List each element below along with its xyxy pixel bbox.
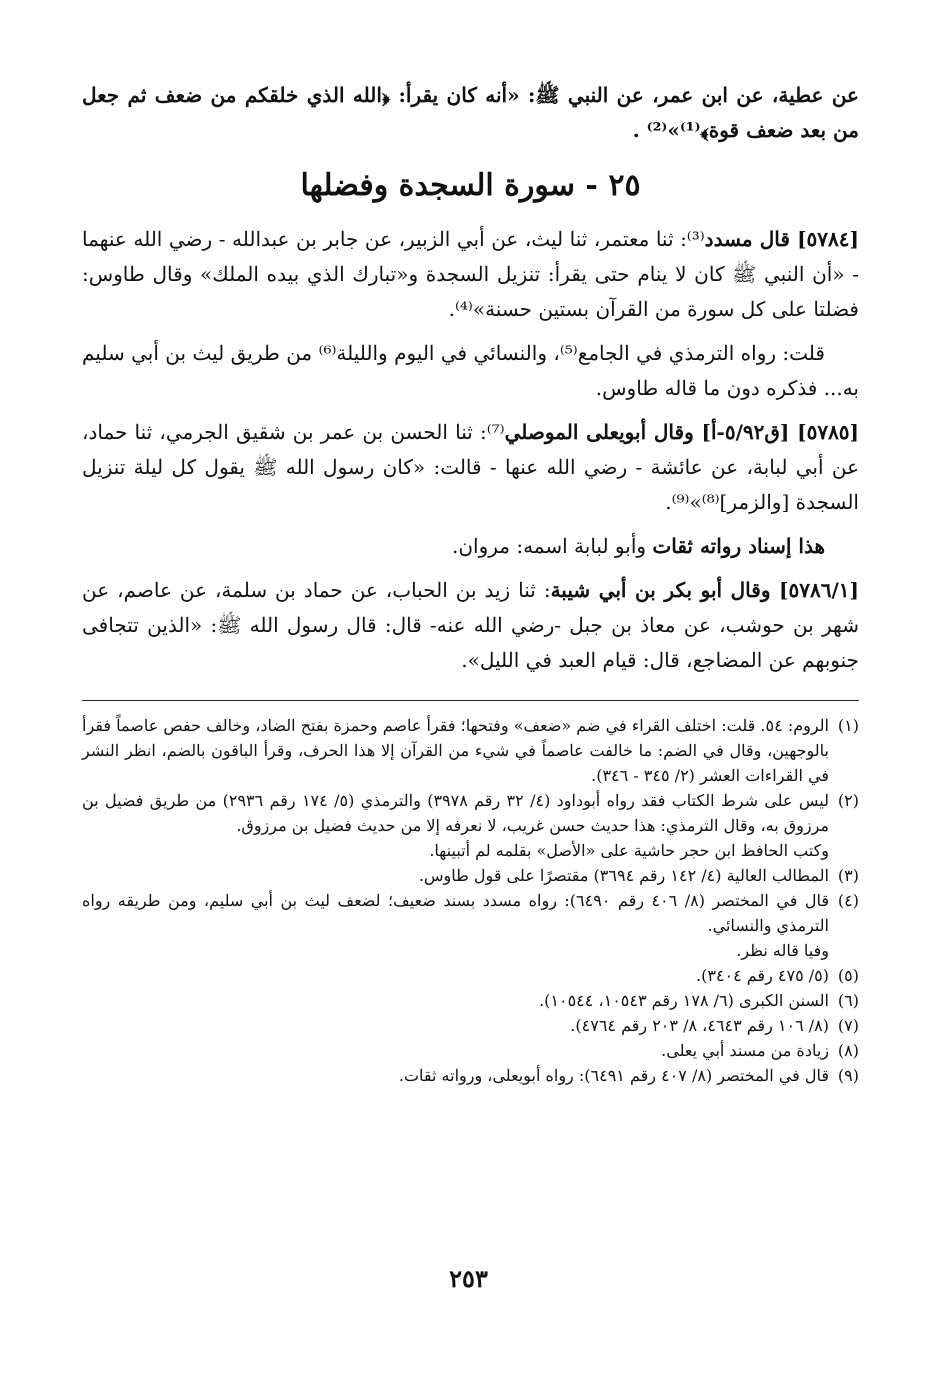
footnote-item xyxy=(82,1063,859,1088)
footnote-text: زيادة من مسند أبي يعلى. xyxy=(661,1041,829,1060)
footnote-item xyxy=(82,963,859,988)
hadith-header: [٥٧٨٤] قال مسدد xyxy=(704,227,859,251)
footnote-mark: (٣) xyxy=(837,866,859,885)
footnote-extra: وفيا قاله نظر. xyxy=(736,941,829,960)
footnote-item xyxy=(82,888,859,938)
paragraph-continuation: عن عطية، عن ابن عمر، عن النبي ﷺ: «أنه كان يقرأ: ﴿الله الذي خلقكم من ضعف ثم جعل من بعد ضعف قوة﴾⁽¹⁾»⁽²⁾ . xyxy=(82,83,859,142)
footnote-text: (٨/ ١٠٦ رقم ٤٦٤٣، ٨/ ٢٠٣ رقم ٤٧٦٤). xyxy=(570,1016,829,1035)
chapter-title: ٢٥ - سورة السجدة وفضلها xyxy=(300,168,641,203)
isnad-rest: وأبو لبابة اسمه: مروان. xyxy=(451,534,653,558)
isnad-bold: هذا إسناد رواته ثقات xyxy=(652,534,825,558)
footnote-text: (٥/ ٤٧٥ رقم ٣٤٠٤). xyxy=(695,966,829,985)
footnote-text: الروم: ٥٤. قلت: اختلف القراء في ضم «ضعف» وفتحها؛ فقرأ عاصم وحمزة بفتح الضاد، وخالف حفص عاصماً فقرأ بالوجهين، وقال في الضم: ما خالفت عاصماً في شيء من القرآن إلا هذا الحرف، وقرأ الباقون بالضم، انظر النشر في القراءات العشر (٢/ ٣٤٥ - ٣٤٦). xyxy=(82,716,829,785)
footnote-mark: (٢) xyxy=(837,791,859,810)
footnote-text: المطالب العالية (٤/ ١٤٢ رقم ٣٦٩٤) مقتصرًا على قول طاوس. xyxy=(418,866,829,885)
hadith-5785 xyxy=(82,415,859,520)
footnote-item xyxy=(82,713,859,788)
footnote-item xyxy=(82,1038,859,1063)
main-text xyxy=(82,78,859,678)
footnotes xyxy=(82,713,859,1088)
footnote-mark: (١) xyxy=(837,716,859,735)
footnote-mark: (٥) xyxy=(837,966,859,985)
footnote-text: السنن الكبرى (٦/ ١٧٨ رقم ١٠٥٤٣، ١٠٥٤٤). xyxy=(539,991,829,1010)
hadith-text: ⁽⁷⁾: ثنا الحسن بن عمر بن شقيق الجرمي، ثنا حماد، عن أبي لبابة، عن عائشة - رضي الله عنها - قالت: «كان رسول الله ﷺ يقول كل ليلة تنزيل السجدة [والزمر]⁽⁸⁾»⁽⁹⁾. xyxy=(82,420,859,514)
footnote-extra: وكتب الحافظ ابن حجر حاشية على «الأصل» بقلمه لم أتبينها. xyxy=(429,841,829,860)
hadith-header: [٥٧٨٥] [ق٥/٩٢-أ] وقال أبويعلى الموصلي xyxy=(504,420,860,444)
footnote-item xyxy=(82,1013,859,1038)
commentary-paragraph: قلت: رواه الترمذي في الجامع⁽⁵⁾، والنسائي في اليوم والليلة⁽⁶⁾ من طريق ليث بن أبي سليم به... فذكره دون ما قاله طاوس. xyxy=(82,341,859,400)
hadith-text: ⁽³⁾: ثنا معتمر، ثنا ليث، عن أبي الزبير، عن جابر بن عبدالله - رضي الله عنهما - «أن النبي ﷺ كان لا ينام حتى يقرأ: تنزيل السجدة و«تبارك الذي بيده الملك» وقال طاوس: فضلتا على كل سورة من القرآن بستين حسنة»⁽⁴⁾. xyxy=(82,227,859,321)
hadith-5784 xyxy=(82,222,859,327)
footnote-mark: (٤) xyxy=(837,891,859,910)
page-number: ٢٥٣ xyxy=(449,1264,488,1293)
hadith-header: [٥٧٨٦/١] وقال أبو بكر بن أبي شيبة xyxy=(550,578,860,602)
footnote-divider xyxy=(82,700,859,701)
hadith-5786 xyxy=(82,573,859,678)
footnote-text: قال في المختصر (٨/ ٤٠٧ رقم ٦٤٩١): رواه أبويعلى، ورواته ثقات. xyxy=(398,1066,829,1085)
footnote-mark: (٩) xyxy=(837,1066,859,1085)
footnote-text: قال في المختصر (٨/ ٤٠٦ رقم ٦٤٩٠): رواه مسدد بسند ضعيف؛ لضعف ليث بن أبي سليم، ومن طريقه رواه الترمذي والنسائي. xyxy=(82,891,829,935)
footnote-mark: (٨) xyxy=(837,1041,859,1060)
footnote-mark: (٦) xyxy=(837,991,859,1010)
isnad-note xyxy=(82,529,859,564)
footnote-item xyxy=(82,988,859,1013)
hadith-text: : ثنا زيد بن الحباب، عن حماد بن سلمة، عن عاصم، عن شهر بن حوشب، عن معاذ بن جبل -رضي الله عنه- قال: قال رسول الله ﷺ: «الذين تتجافى جنوبهم عن المضاجع، قال: قيام العبد في الليل». xyxy=(82,578,859,672)
footnote-item xyxy=(82,788,859,838)
footnote-mark: (٧) xyxy=(837,1016,859,1035)
footnote-text: ليس على شرط الكتاب فقد رواه أبوداود (٤/ ٣٢ رقم ٣٩٧٨) والترمذي (٥/ ١٧٤ رقم ٢٩٣٦) من طريق فضيل بن مرزوق به، وقال الترمذي: هذا حديث حسن غريب، لا نعرفه إلا من حديث فضيل بن مرزوق. xyxy=(82,791,829,835)
footnote-item xyxy=(82,863,859,888)
